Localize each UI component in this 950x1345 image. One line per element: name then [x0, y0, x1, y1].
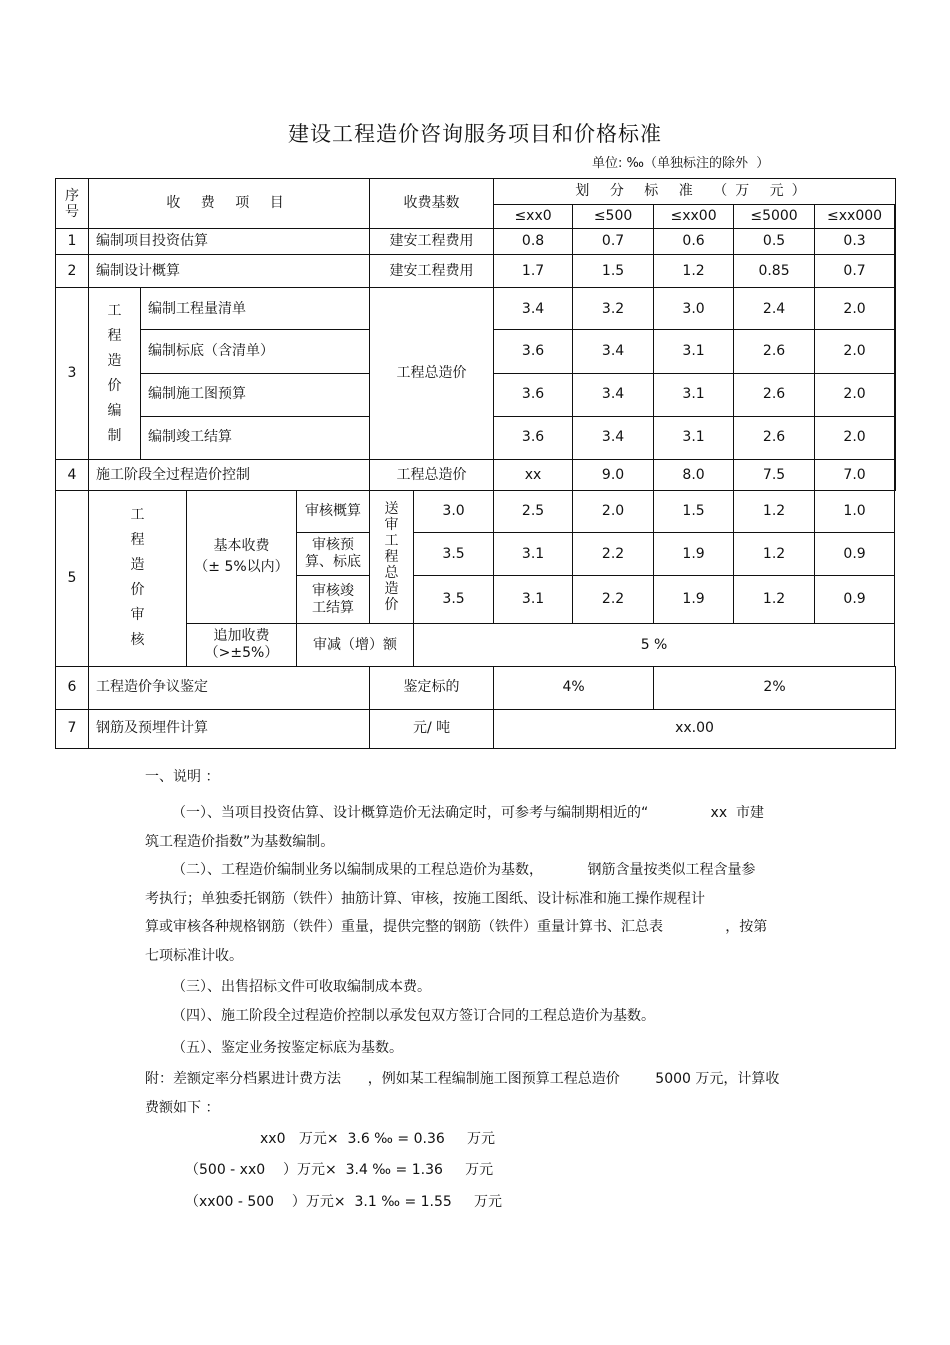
rate-cell: 3.6 [494, 416, 573, 459]
row-item: 审核竣 工结算 [297, 576, 370, 624]
rate-cell: 9.0 [573, 459, 654, 490]
group-label-compile: 工 程 造 价 编 制 [89, 288, 141, 460]
row-seq: 3 [56, 288, 89, 460]
row-item: 编制竣工结算 [141, 416, 370, 459]
note-paragraph: 七项标准计收。 [145, 948, 243, 964]
rate-cell: 3.2 [573, 288, 654, 330]
row-seq: 7 [56, 709, 89, 748]
appendix-text: 附：差额定率分档累进计费方法 ，例如某工程编制施工图预算工程总造价 5000 万元，计算收 [145, 1071, 780, 1087]
rate-cell [895, 459, 896, 490]
note-paragraph: （四）、施工阶段全过程造价控制以承发包双方签订合同的工程总造价为基数。 [172, 1008, 655, 1024]
rate-cell: 0.8 [494, 229, 573, 255]
row-item: 工程造价争议鉴定 [89, 666, 370, 709]
range-header [895, 205, 896, 229]
range-header: ≤500 [573, 205, 654, 229]
header-seq: 序 号 [56, 179, 89, 229]
rate-cell: 1.9 [654, 576, 734, 624]
rate-cell: 3.5 [414, 533, 494, 576]
note-paragraph: 考执行；单独委托钢筋（铁件）抽筋计算、审核，按施工图纸、设计标准和施工操作规程计 [145, 891, 705, 907]
rate-cell: 2.2 [573, 576, 654, 624]
range-header: ≤xx00 [654, 205, 734, 229]
rate-cell: 3.5 [414, 576, 494, 624]
header-item: 收 费 项 目 [89, 179, 370, 229]
rate-cell: 3.4 [573, 330, 654, 373]
rate-cell: 2.0 [815, 373, 895, 416]
row-base: 元/ 吨 [370, 709, 494, 748]
row-seq: 5 [56, 491, 89, 667]
appendix-text: 费额如下 ： [145, 1100, 220, 1116]
rate-cell: 3.0 [414, 491, 494, 533]
rate-cell: 3.0 [654, 288, 734, 330]
row-seq: 1 [56, 229, 89, 255]
calc-line: xx0 万元× 3.6 ‰ = 0.36 万元 [260, 1131, 496, 1147]
rate-cell [895, 416, 896, 459]
rate-cell: 3.1 [654, 416, 734, 459]
rate-cell: 0.9 [815, 533, 895, 576]
rate-cell: 3.4 [494, 288, 573, 330]
rate-cell: 0.5 [734, 229, 815, 255]
note-paragraph: （三）、出售招标文件可收取编制成本费。 [172, 979, 431, 995]
rate-cell: xx [494, 459, 573, 490]
rate-cell: 2.0 [815, 288, 895, 330]
row-base: 建安工程费用 [370, 229, 494, 255]
note-paragraph: 算或审核各种规格钢筋（铁件）重量，提供完整的钢筋（铁件）重量计算书、汇总表 ，按第 [145, 919, 768, 935]
rate-cell [895, 229, 896, 255]
rate-cell: 3.4 [573, 373, 654, 416]
rate-cell: 0.9 [815, 576, 895, 624]
row-item: 编制施工图预算 [141, 373, 370, 416]
notes-heading: 一、说明 ： [145, 769, 220, 785]
unit-note: 单位: ‰（单独标注的除外 ） [592, 156, 770, 171]
table-row [56, 491, 896, 533]
rate-cell: 3.6 [494, 330, 573, 373]
range-header: ≤xx000 [815, 205, 895, 229]
note-paragraph: （一）、当项目投资估算、设计概算造价无法确定时，可参考与编制期相近的“ xx 市建 [172, 805, 765, 821]
rate-cell [895, 288, 896, 330]
rate-cell: 1.0 [815, 491, 895, 533]
rate-cell: 0.7 [815, 255, 895, 288]
rate-cell [895, 330, 896, 373]
rate-cell: 1.2 [734, 491, 815, 533]
row-item: 编制项目投资估算 [89, 229, 370, 255]
note-paragraph: （二）、工程造价编制业务以编制成果的工程总造价为基数， 钢筋含量按类似工程含量参 [172, 862, 756, 878]
row-seq: 6 [56, 666, 89, 709]
rate-cell: 2.6 [734, 416, 815, 459]
table-row [56, 288, 896, 330]
rate-cell: 3.6 [494, 373, 573, 416]
rate-cell [895, 255, 896, 288]
table-row [56, 459, 896, 490]
rate-cell: 0.85 [734, 255, 815, 288]
rate-cell: 1.2 [734, 576, 815, 624]
row-base: 鉴定标的 [370, 666, 494, 709]
rate-cell: 1.5 [573, 255, 654, 288]
rate-cell: 2.0 [573, 491, 654, 533]
rate-cell: 2.6 [734, 373, 815, 416]
row-item: 审核预 算、标底 [297, 533, 370, 576]
rate-cell: 2.6 [734, 330, 815, 373]
rate-cell: 8.0 [654, 459, 734, 490]
rate-cell: 7.5 [734, 459, 815, 490]
row-item: 编制工程量清单 [141, 288, 370, 330]
rate-cell: 1.9 [654, 533, 734, 576]
rate-cell: 5 % [414, 624, 895, 666]
rate-cell: 3.1 [494, 576, 573, 624]
range-header: ≤5000 [734, 205, 815, 229]
rate-cell: 2.0 [815, 330, 895, 373]
rate-cell: 4% [494, 666, 654, 709]
rate-cell: 1.5 [654, 491, 734, 533]
row-base: 工程总造价 [370, 288, 494, 460]
row-base: 建安工程费用 [370, 255, 494, 288]
header-base: 收费基数 [370, 179, 494, 229]
row-item: 审核概算 [297, 491, 370, 533]
extra-fee-label: 追加收费 （>±5%） [187, 624, 297, 666]
rate-cell: 1.2 [654, 255, 734, 288]
rate-cell: 1.7 [494, 255, 573, 288]
rate-cell: 3.1 [654, 373, 734, 416]
rate-cell: 7.0 [815, 459, 895, 490]
row-seq: 2 [56, 255, 89, 288]
note-paragraph: （五）、鉴定业务按鉴定标底为基数。 [172, 1040, 403, 1056]
rate-cell: 2.2 [573, 533, 654, 576]
row-base: 审减（增）额 [297, 624, 414, 666]
rate-cell: 2.4 [734, 288, 815, 330]
row-seq: 4 [56, 459, 89, 490]
header-range-title: 划 分 标 准 （万 元） [494, 179, 896, 205]
rate-cell: 0.6 [654, 229, 734, 255]
rate-cell: 2% [654, 666, 896, 709]
calc-line: （xx00 - 500 ）万元× 3.1 ‰ = 1.55 万元 [185, 1194, 503, 1210]
rate-cell: 3.1 [494, 533, 573, 576]
rate-cell: 3.1 [654, 330, 734, 373]
row-item: 施工阶段全过程造价控制 [89, 459, 370, 490]
basic-fee-label: 基本收费 （± 5%以内） [187, 491, 297, 624]
page-title: 建设工程造价咨询服务项目和价格标准 [288, 122, 662, 146]
rate-cell: 3.4 [573, 416, 654, 459]
row-item: 编制设计概算 [89, 255, 370, 288]
row-base: 送 审 工 程 总 造 价 [370, 491, 414, 624]
row-item: 编制标底（含清单） [141, 330, 370, 373]
rate-cell [895, 373, 896, 416]
note-paragraph: 筑工程造价指数”为基数编制。 [145, 834, 335, 850]
rate-cell: 1.2 [734, 533, 815, 576]
table-row [56, 229, 896, 255]
rate-cell: 0.7 [573, 229, 654, 255]
row-item: 钢筋及预埋件计算 [89, 709, 370, 748]
price-standard-table [55, 178, 896, 749]
table-row [56, 255, 896, 288]
rate-cell: xx.00 [494, 709, 896, 748]
rate-cell: 0.3 [815, 229, 895, 255]
range-header: ≤xx0 [494, 205, 573, 229]
calc-line: （500 - xx0 ）万元× 3.4 ‰ = 1.36 万元 [185, 1162, 494, 1178]
table-row [56, 709, 896, 748]
row-base: 工程总造价 [370, 459, 494, 490]
table-row [56, 666, 896, 709]
rate-cell: 2.0 [815, 416, 895, 459]
rate-cell: 2.5 [494, 491, 573, 533]
group-label-review: 工 程 造 价 审 核 [89, 491, 187, 667]
